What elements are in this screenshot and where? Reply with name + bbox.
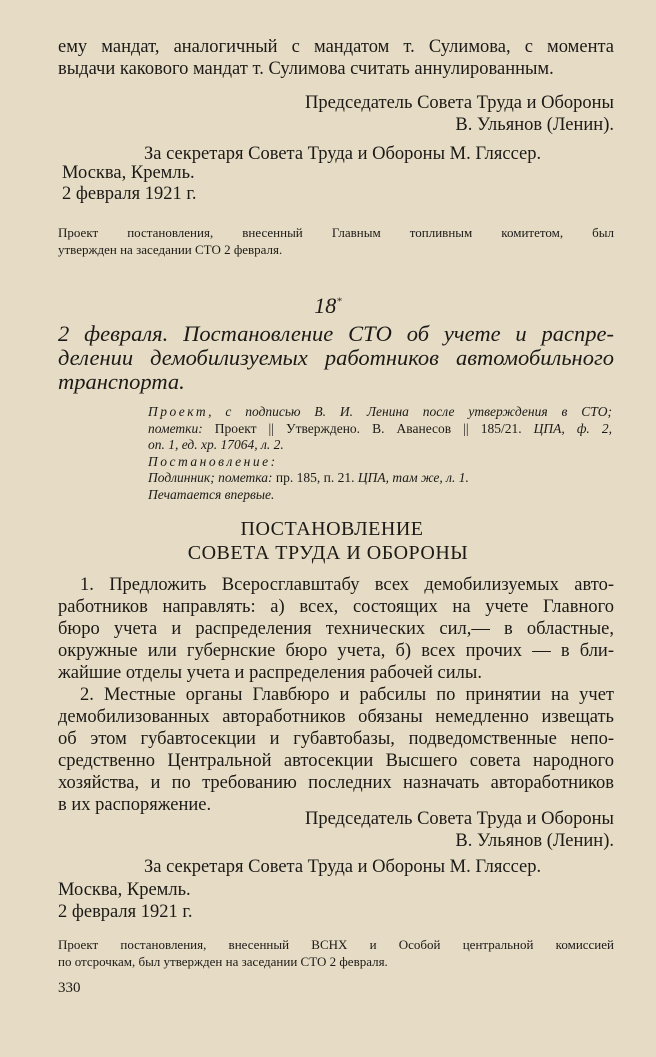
body-line: демобилизованных автоработников обязаны немедленно извещать — [58, 707, 614, 727]
text-line: выдачи какового мандат т. Сулимова считать аннулированным. — [58, 59, 554, 79]
body-line: средственно Центральной автосекции Высшего совета народного — [58, 751, 614, 771]
text-line: ему мандат, аналогичный с мандатом т. Сулимова, с момента — [58, 37, 614, 57]
source-line: Проект, с подписью В. И. Ленина после утверждения в СТО; — [148, 404, 612, 419]
secretary-line-1: За секретаря Совета Труда и Обороны М. Гляссер. — [144, 144, 542, 164]
place-line-2: Москва, Кремль. — [58, 880, 191, 900]
page-number: 330 — [58, 980, 81, 996]
body-line: об этом губавтосекции и губавтобазы, подведомственные непо- — [58, 729, 614, 749]
heading-line: делении демобилизуемых работников автомобильного — [58, 345, 614, 370]
source-line: пометки: Проект || Утверждено. В. Аванесов || 185/21. ЦПА, ф. 2, — [148, 420, 612, 436]
body-line: в их распоряжение. — [58, 795, 212, 815]
source-notes — [148, 404, 612, 503]
body-line: работников направлять: а) всех, состоящих на учете Главного — [58, 597, 614, 617]
body-line: окружные или губернские бюро учета, б) всех прочих — в бли- — [58, 641, 614, 661]
place-line-1: Москва, Кремль. — [62, 163, 195, 183]
source-line: Постановление: — [148, 453, 278, 469]
signature-title: Председатель Совета Труда и Обороны — [304, 93, 614, 113]
document-number: 18* — [314, 293, 342, 318]
date-line-1: 2 февраля 1921 г. — [62, 184, 197, 204]
source-line: Подлинник; пометка: пр. 185, п. 21. ЦПА, там же, л. 1. — [148, 470, 469, 485]
source-line: Печатается впервые. — [148, 486, 275, 502]
note-line: Проект постановления, внесенный Главным топливным комитетом, был — [58, 225, 614, 240]
note-line: Проект постановления, внесенный ВСНХ и Особой центральной комиссией — [58, 937, 614, 952]
date-line-2: 2 февраля 1921 г. — [58, 902, 193, 922]
body-line: хозяйства, и по требованию последних назначать автоработников — [58, 773, 614, 793]
signature-name: В. Ульянов (Ленин). — [455, 831, 614, 851]
secretary-line-2: За секретаря Совета Труда и Обороны М. Гляссер. — [144, 857, 542, 877]
signature-block-2 — [58, 808, 614, 852]
body-line: жайшие отделы учета и распределения рабочей силы. — [58, 663, 482, 683]
resolution-body — [58, 574, 614, 816]
body-line: 1. Предложить Всеросглавштабу всех демобилизуемых авто- — [80, 575, 614, 595]
body-line: 2. Местные органы Главбюро и рабсилы по принятии на учет — [80, 685, 614, 705]
note-line: утвержден на заседании СТО 2 февраля. — [58, 242, 283, 257]
body-line: бюро учета и распределения технических сил,— в областные, — [58, 619, 614, 639]
source-line: оп. 1, ед. хр. 17064, л. 2. — [148, 437, 284, 452]
heading-line: 2 февраля. Постановление СТО об учете и распре- — [58, 321, 614, 346]
title-line: ПОСТАНОВЛЕНИЕ — [240, 518, 424, 540]
asterisk-mark: * — [336, 295, 342, 308]
signature-name: В. Ульянов (Ленин). — [455, 115, 614, 135]
continuation-paragraph — [58, 36, 614, 80]
footnote-1 — [58, 224, 614, 258]
document-heading — [58, 322, 614, 394]
title-line: СОВЕТА ТРУДА И ОБОРОНЫ — [187, 542, 469, 564]
footnote-2 — [58, 936, 614, 970]
signature-title: Председатель Совета Труда и Обороны — [304, 809, 614, 829]
heading-line: транспорта. — [58, 369, 185, 394]
signature-block-1 — [58, 92, 614, 136]
note-line: по отсрочкам, был утвержден на заседании СТО 2 февраля. — [58, 954, 388, 969]
resolution-title — [0, 517, 656, 565]
